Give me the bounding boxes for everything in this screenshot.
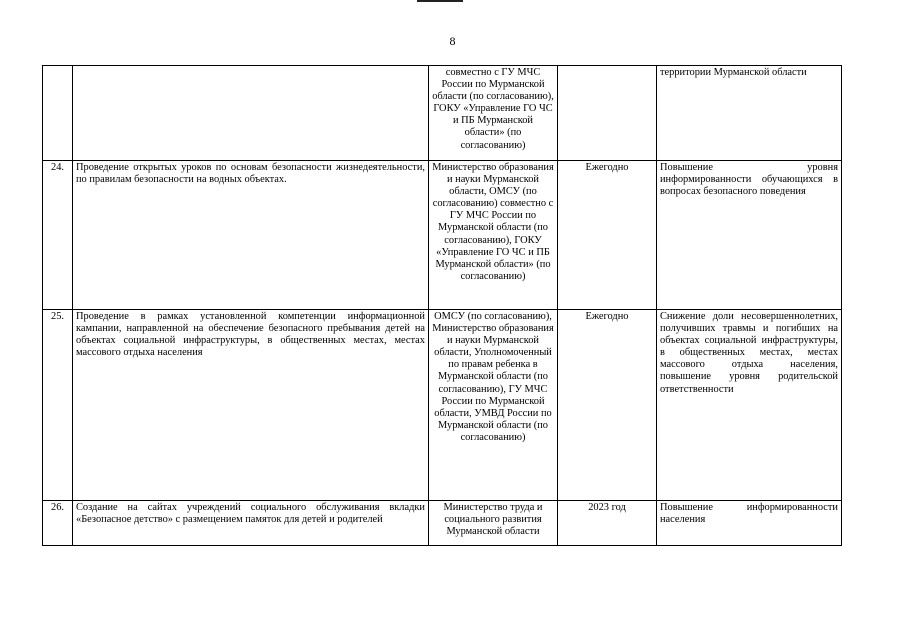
result-cell: территории Мурманской области (657, 66, 842, 161)
executors-cell: ОМСУ (по согласованию), Министерство образования и науки Мурманской области, Уполномоченный по правам ребенка в Мурманской области (по согласованию), ГУ МЧС России по Мурманской области, УМВД России по Мурманской области (по согласованию) (429, 310, 558, 501)
page-number: 8 (449, 34, 456, 48)
term-cell: Ежегодно (558, 310, 657, 501)
executors-cell: Министерство образования и науки Мурманской области, ОМСУ (по согласованию) совместно с ГУ МЧС России по Мурманской области (по согласованию), ГОКУ «Управление ГО ЧС и ПБ Мурманской области» (по согласованию) (429, 161, 558, 310)
table-row (43, 310, 842, 501)
table-row (43, 501, 842, 546)
row-number-cell: 26. (43, 501, 73, 546)
table-row (43, 161, 842, 310)
executors-cell: Министерство труда и социального развития Мурманской области (429, 501, 558, 546)
executors-cell: совместно с ГУ МЧС России по Мурманской области (по согласованию), ГОКУ «Управление ГО ЧС и ПБ Мурманской области» (по согласованию) (429, 66, 558, 161)
result-cell: Снижение доли несовершеннолетних, получивших травмы и погибших на объектах социальной инфраструктуры, в общественных местах, местах массового отдыха населения, повышение уровня родительской ответственности (657, 310, 842, 501)
measure-cell: Проведение в рамках установленной компетенции информационной кампании, направленной на обеспечение безопасного пребывания детей на объектах социальной инфраструктуры, в общественных местах, местах массового отдыха населения (73, 310, 429, 501)
top-edge-mark (417, 0, 463, 2)
term-cell: 2023 год (558, 501, 657, 546)
measure-cell: Создание на сайтах учреждений социального обслуживания вкладки «Безопасное детство» с размещением памяток для детей и родителей (73, 501, 429, 546)
measure-cell: Проведение открытых уроков по основам безопасности жизнедеятельности, по правилам безопасности на водных объектах. (73, 161, 429, 310)
measure-cell (73, 66, 429, 161)
term-cell (558, 66, 657, 161)
row-number-cell: 24. (43, 161, 73, 310)
result-cell: Повышение информированности населения (657, 501, 842, 546)
table-row (43, 66, 842, 161)
row-number-cell (43, 66, 73, 161)
term-cell: Ежегодно (558, 161, 657, 310)
row-number-cell: 25. (43, 310, 73, 501)
measures-table (42, 65, 842, 546)
result-cell: Повышение уровня информированности обучающихся в вопросах безопасного поведения (657, 161, 842, 310)
